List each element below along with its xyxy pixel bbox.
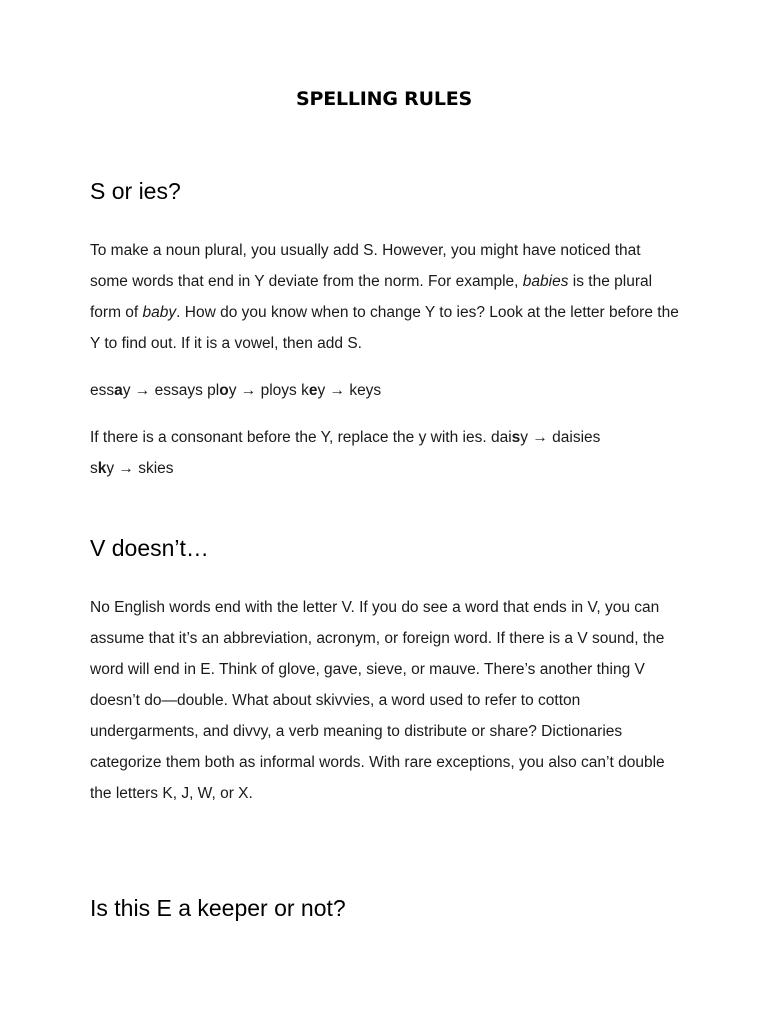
section-heading-e-keeper: Is this E a keeper or not?	[90, 895, 346, 921]
emphasis-babies: babies	[522, 273, 569, 290]
highlighted-letter: o	[219, 382, 229, 399]
example-essay: essay → essays	[90, 382, 208, 399]
consonant-rule-paragraph	[90, 422, 680, 484]
plural-rule-paragraph	[90, 235, 680, 359]
consonant-rule-text: If there is a consonant before the Y, replace the y with ies.	[90, 429, 491, 446]
vowel-examples-line	[90, 375, 680, 406]
example-sky: sky → skies	[90, 460, 174, 477]
paragraph-text: . How do you know when to change Y to ies? Look at the letter before the Y to find out. If it is a vowel, then add S.	[90, 304, 679, 352]
example-daisy: daisy → daisies	[490, 429, 601, 446]
section-heading-s-or-ies: S or ies?	[90, 178, 181, 204]
paragraph-text: To make a noun plural, you usually add S. However, you might have noticed that some words that end in Y deviate from the norm. For example,	[90, 242, 641, 290]
document-title: SPELLING RULES	[295, 88, 472, 110]
emphasis-baby: baby	[142, 304, 177, 321]
highlighted-letter: k	[97, 460, 107, 477]
highlighted-letter: a	[114, 382, 123, 399]
paragraph-text: is the plural form of	[90, 273, 653, 321]
v-rule-paragraph: No English words end with the letter V. If you do see a word that ends in V, you can assume that it’s an abbreviation, acronym, or foreign word. If there is a V sound, the word will end in E. Think of glove, gave, sieve, or mauve. There’s another thing V doesn’t do—double. What about skivvies, a word used to refer to cotton undergarments, and divvy, a verb meaning to distribute or share? Dictionaries categorize them both as informal words. With rare exceptions, you also can’t double the letters K, J, W, or X.	[90, 599, 665, 802]
example-ploy: ploy → ploys	[207, 382, 302, 399]
section-heading-v-doesnt: V doesn’t…	[90, 535, 209, 561]
example-key: key → keys	[301, 382, 382, 399]
highlighted-letter: s	[511, 429, 521, 446]
highlighted-letter: e	[308, 382, 318, 399]
